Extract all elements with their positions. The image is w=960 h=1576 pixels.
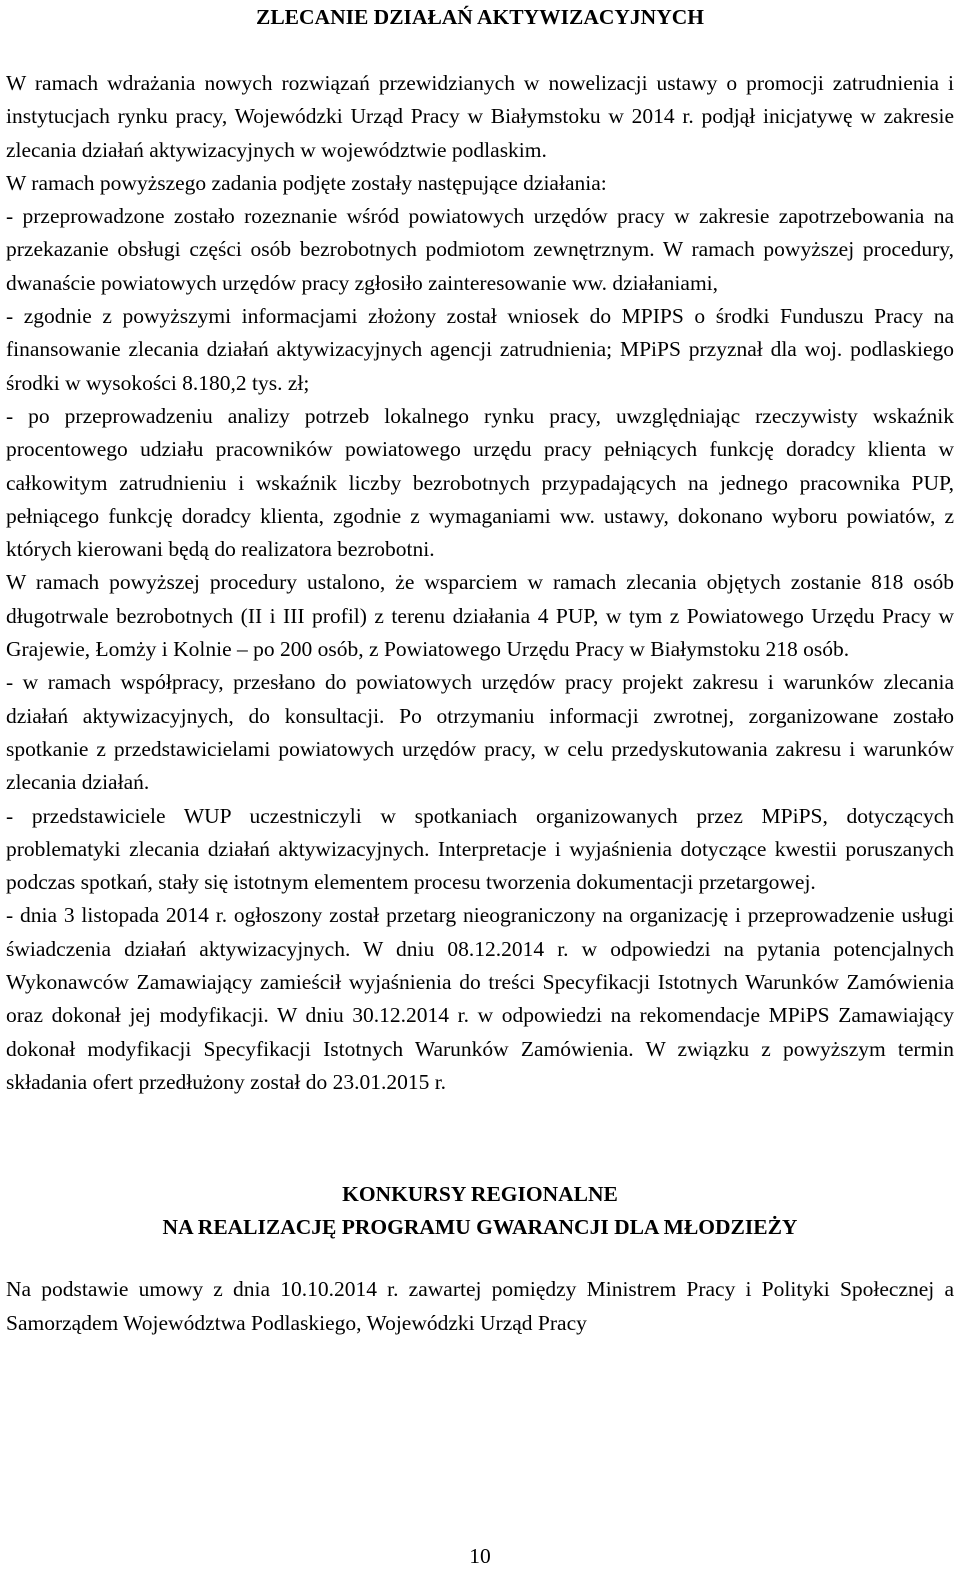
paragraph-survey: - przeprowadzone zostało rozeznanie wśród powiatowych urzędów pracy w zakresie zapotrzebowania na przekazanie obsługi części osób bezrobotnych podmiotom zewnętrznym. W ramach powyższej procedury, dwanaście powiatowych urzędów pracy zgłosiło zainteresowanie ww. działaniami, xyxy=(6,204,954,295)
document-title: ZLECANIE DZIAŁAŃ AKTYWIZACYJNYCH xyxy=(256,5,704,29)
paragraph-actions-intro: W ramach powyższego zadania podjęte zostały następujące działania: xyxy=(6,170,607,195)
paragraph-tender: - dnia 3 listopada 2014 r. ogłoszony został przetarg nieograniczony na organizację i przeprowadzenie usługi świadczenia działań aktywizacyjnych. W dniu 08.12.2014 r. w odpowiedzi na pytania potencjalnych Wykonawców Zamawiający zamieścił wyjaśnienia do treści Specyfikacji Istotnych Warunków Zamówienia oraz dokonał jej modyfikacji. W dniu 30.12.2014 r. w odpowiedzi na rekomendacje MPiPS Zamawiający dokonał modyfikacji Specyfikacji Istotnych Warunków Zamówienia. W związku z powyższym termin składania ofert przedłużony został do 23.01.2015 r. xyxy=(6,903,954,1094)
document-page xyxy=(6,0,954,1340)
section-body xyxy=(6,1273,954,1340)
page-number: 10 xyxy=(469,1544,491,1568)
section-title-line-2: NA REALIZACJĘ PROGRAMU GWARANCJI DLA MŁODZIEŻY xyxy=(162,1215,798,1240)
paragraph-agreement: Na podstawie umowy z dnia 10.10.2014 r. zawartej pomiędzy Ministrem Pracy i Polityki Społecznej a Samorządem Województwa Podlaskiego, Wojewódzki Urząd Pracy xyxy=(6,1277,954,1335)
paragraph-analysis: - po przeprowadzeniu analizy potrzeb lokalnego rynku pracy, uwzględniając rzeczywisty wskaźnik procentowego udziału pracowników powiatowego urzędu pracy pełniących funkcję doradcy klienta w całkowitym zatrudnieniu i wskaźnik liczby bezrobotnych przypadających na jednego pracownika PUP, pełniącego funkcję doradcy klienta, zgodnie z wymaganiami ww. ustawy, dokonano wyboru powiatów, z których kierowani będą do realizatora bezrobotni. xyxy=(6,403,954,562)
section-title-line-1: KONKURSY REGIONALNE xyxy=(342,1182,618,1207)
paragraph-cooperation: - w ramach współpracy, przesłano do powiatowych urzędów pracy projekt zakresu i warunków zlecania działań aktywizacyjnych, do konsultacji. Po otrzymaniu informacji zwrotnej, zorganizowane zostało spotkanie z przedstawicielami powiatowych urzędów pracy, w celu przedyskutowania zakresu i warunków zlecania działań. xyxy=(6,670,954,795)
paragraph-support-scope: W ramach powyższej procedury ustalono, że wsparciem w ramach zlecania objętych zostanie 818 osób długotrwale bezrobotnych (II i III profil) z terenu działania 4 PUP, w tym z Powiatowego Urzędu Pracy w Grajewie, Łomży i Kolnie – po 200 osób, z Powiatowego Urzędu Pracy w Białymstoku 218 osób. xyxy=(6,570,954,662)
paragraph-intro: W ramach wdrażania nowych rozwiązań przewidzianych w nowelizacji ustawy o promocji zatrudnienia i instytucjach rynku pracy, Wojewódzki Urząd Pracy w Białymstoku w 2014 r. podjął inicjatywę w zakresie zlecania działań aktywizacyjnych w województwie podlaskim. xyxy=(6,71,954,162)
paragraph-meetings: - przedstawiciele WUP uczestniczyli w spotkaniach organizowanych przez MPiPS, dotyczących problematyki zlecania działań aktywizacyjnych. Interpretacje i wyjaśnienia dotyczące kwestii poruszanych podczas spotkań, stały się istotnym elementem procesu tworzenia dokumentacji przetargowej. xyxy=(6,803,954,895)
paragraph-application: - zgodnie z powyższymi informacjami złożony został wniosek do MPIPS o środki Funduszu Pracy na finansowanie zlecania działań aktywizacyjnych agencji zatrudnienia; MPiPS przyznał dla woj. podlaskiego środki w wysokości 8.180,2 tys. zł; xyxy=(6,304,954,395)
section-regional-contests xyxy=(6,1178,954,1340)
document-body xyxy=(6,67,954,1099)
